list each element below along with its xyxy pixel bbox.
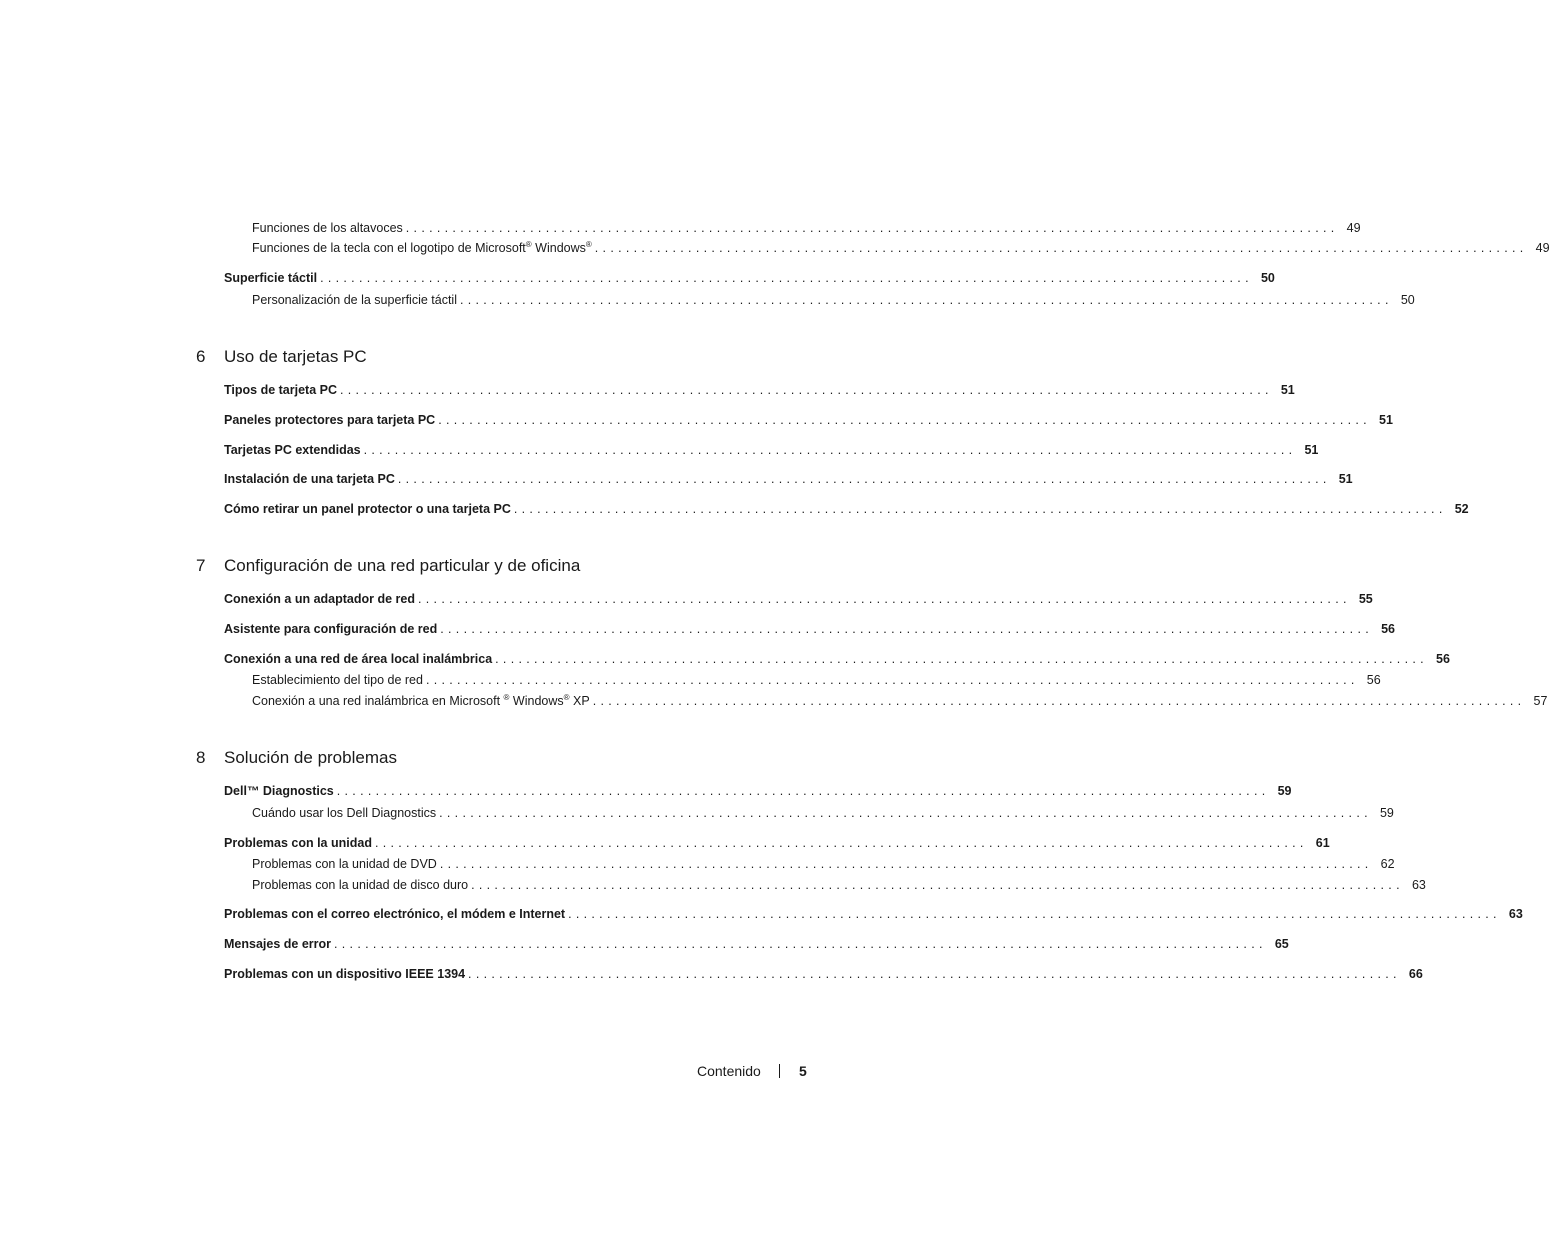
toc-page-number: 57 [1533, 694, 1548, 708]
toc-section-entry[interactable] [224, 269, 1275, 287]
toc-section-entry[interactable] [224, 500, 1469, 518]
toc-section-entry[interactable] [224, 905, 1523, 923]
chapter-number: 7 [196, 556, 206, 575]
chapter-number: 8 [196, 748, 206, 767]
toc-entry-label: Conexión a un adaptador de red [224, 592, 415, 606]
toc-page-number: 51 [1280, 383, 1295, 397]
toc-page-number: 59 [1277, 784, 1292, 798]
toc-entry-label: Tipos de tarjeta PC [224, 383, 337, 397]
toc-section-entry[interactable] [224, 650, 1450, 668]
dot-leader: ........................................................................................................................ [374, 836, 1308, 850]
dot-leader: ........................................................................................................................ [405, 221, 1339, 235]
toc-section-entry[interactable] [224, 782, 1292, 800]
toc-entry-label: Asistente para configuración de red [224, 622, 438, 636]
dot-leader: ........................................................................................................................ [336, 784, 1270, 798]
toc-entry-label: Tarjetas PC extendidas [224, 443, 361, 457]
toc-entry-label: Paneles protectores para tarjeta PC [224, 413, 436, 427]
dot-leader: ........................................................................................................................ [340, 383, 1273, 397]
toc-section-entry[interactable] [224, 411, 1393, 429]
toc-entry-label: Problemas con un dispositivo IEEE 1394 [224, 967, 466, 981]
toc-page-number: 56 [1436, 652, 1450, 666]
footer-divider [779, 1064, 780, 1078]
toc-subsection-entry[interactable] [252, 804, 1394, 822]
dot-leader: ........................................................................................................................ [363, 443, 1297, 457]
toc-subsection-entry[interactable] [252, 692, 1548, 710]
toc-page-number: 63 [1411, 878, 1426, 892]
dot-leader: ........................................................................................................................ [513, 502, 1447, 516]
toc-entry-label: Problemas con la unidad de disco duro [252, 878, 469, 892]
toc-entry-label: Cuándo usar los Dell Diagnostics [252, 806, 437, 820]
chapter-heading [196, 746, 397, 770]
toc-page-number: 56 [1381, 622, 1395, 636]
dot-leader: ........................................................................................................................ [439, 857, 1373, 871]
toc-subsection-entry[interactable] [252, 291, 1415, 309]
chapter-heading [196, 345, 367, 369]
toc-section-entry[interactable] [224, 834, 1330, 852]
toc-page-number: 65 [1274, 937, 1289, 951]
toc-entry-label: Conexión a una red de área local inalámbrica [224, 652, 493, 666]
chapter-heading [196, 554, 580, 578]
dot-leader: ........................................................................................................................ [459, 293, 1393, 307]
toc-section-entry[interactable] [224, 381, 1295, 399]
dot-leader: ........................................................................................................................ [468, 967, 1401, 981]
toc-page-number: 56 [1366, 673, 1381, 687]
toc-page-number: 49 [1535, 241, 1550, 255]
toc-subsection-entry[interactable] [252, 671, 1381, 689]
chapter-number: 6 [196, 347, 206, 366]
dot-leader: ........................................................................................................................ [320, 271, 1253, 285]
toc-page-number: 51 [1379, 413, 1393, 427]
toc-section-entry[interactable] [224, 470, 1353, 488]
dot-leader: ........................................................................................................................ [418, 592, 1351, 606]
toc-page-number: 51 [1338, 472, 1353, 486]
toc-page-number: 55 [1358, 592, 1373, 606]
toc-entry-label: Personalización de la superficie táctil [252, 293, 457, 307]
dot-leader: ........................................................................................................................ [425, 673, 1359, 687]
toc-subsection-entry[interactable] [252, 876, 1426, 894]
dot-leader: ........................................................................................................................ [334, 937, 1267, 951]
toc-entry-label: Establecimiento del tipo de red [252, 673, 423, 687]
toc-entry-label: Mensajes de error [224, 937, 331, 951]
toc-entry-label: Funciones de los altavoces [252, 221, 403, 235]
footer-page-number: 5 [799, 1063, 807, 1079]
dot-leader: ........................................................................................................................ [438, 413, 1371, 427]
toc-entry-label: Problemas con el correo electrónico, el módem e Internet [224, 907, 566, 921]
dot-leader: ........................................................................................................................ [397, 472, 1331, 486]
dot-leader: ........................................................................................................................ [592, 694, 1526, 708]
toc-subsection-entry[interactable] [252, 239, 1550, 257]
chapter-title: Solución de problemas [224, 748, 397, 767]
toc-section-entry[interactable] [224, 441, 1319, 459]
dot-leader: ........................................................................................................................ [495, 652, 1428, 666]
toc-entry-label: Cómo retirar un panel protector o una tarjeta PC [224, 502, 511, 516]
toc-page-number: 51 [1304, 443, 1319, 457]
toc-page-number: 49 [1346, 221, 1361, 235]
dot-leader: ........................................................................................................................ [568, 907, 1501, 921]
toc-section-entry[interactable] [224, 965, 1423, 983]
toc-entry-label: Problemas con la unidad [224, 836, 372, 850]
toc-page-number: 62 [1380, 857, 1395, 871]
toc-section-entry[interactable] [224, 620, 1395, 638]
toc-entry-label: Conexión a una red inalámbrica en Microsoft ® Windows® XP [252, 693, 590, 708]
footer-section-label: Contenido [697, 1063, 761, 1079]
chapter-title: Uso de tarjetas PC [224, 347, 367, 366]
toc-page-number: 50 [1400, 293, 1415, 307]
dot-leader: ........................................................................................................................ [440, 622, 1373, 636]
toc-entry-label: Instalación de una tarjeta PC [224, 472, 395, 486]
toc-page-number: 50 [1260, 271, 1275, 285]
toc-section-entry[interactable] [224, 590, 1373, 608]
toc-page-number: 52 [1454, 502, 1469, 516]
toc-subsection-entry[interactable] [252, 219, 1361, 237]
chapter-title: Configuración de una red particular y de oficina [224, 556, 581, 575]
dot-leader: ........................................................................................................................ [439, 806, 1372, 820]
dot-leader: ........................................................................................................................ [471, 878, 1404, 892]
toc-entry-label: Problemas con la unidad de DVD [252, 857, 437, 871]
toc-entry-label: Dell™ Diagnostics [224, 784, 334, 798]
toc-page-number: 66 [1408, 967, 1423, 981]
toc-page-number: 61 [1315, 836, 1330, 850]
toc-page-number: 59 [1379, 806, 1394, 820]
toc-entry-label: Superficie táctil [224, 271, 318, 285]
toc-page-number: 63 [1508, 907, 1523, 921]
toc-subsection-entry[interactable] [252, 855, 1395, 873]
toc-entry-label: Funciones de la tecla con el logotipo de Microsoft® Windows® [252, 240, 592, 255]
dot-leader: ........................................................................................................................ [594, 241, 1528, 255]
toc-section-entry[interactable] [224, 935, 1289, 953]
